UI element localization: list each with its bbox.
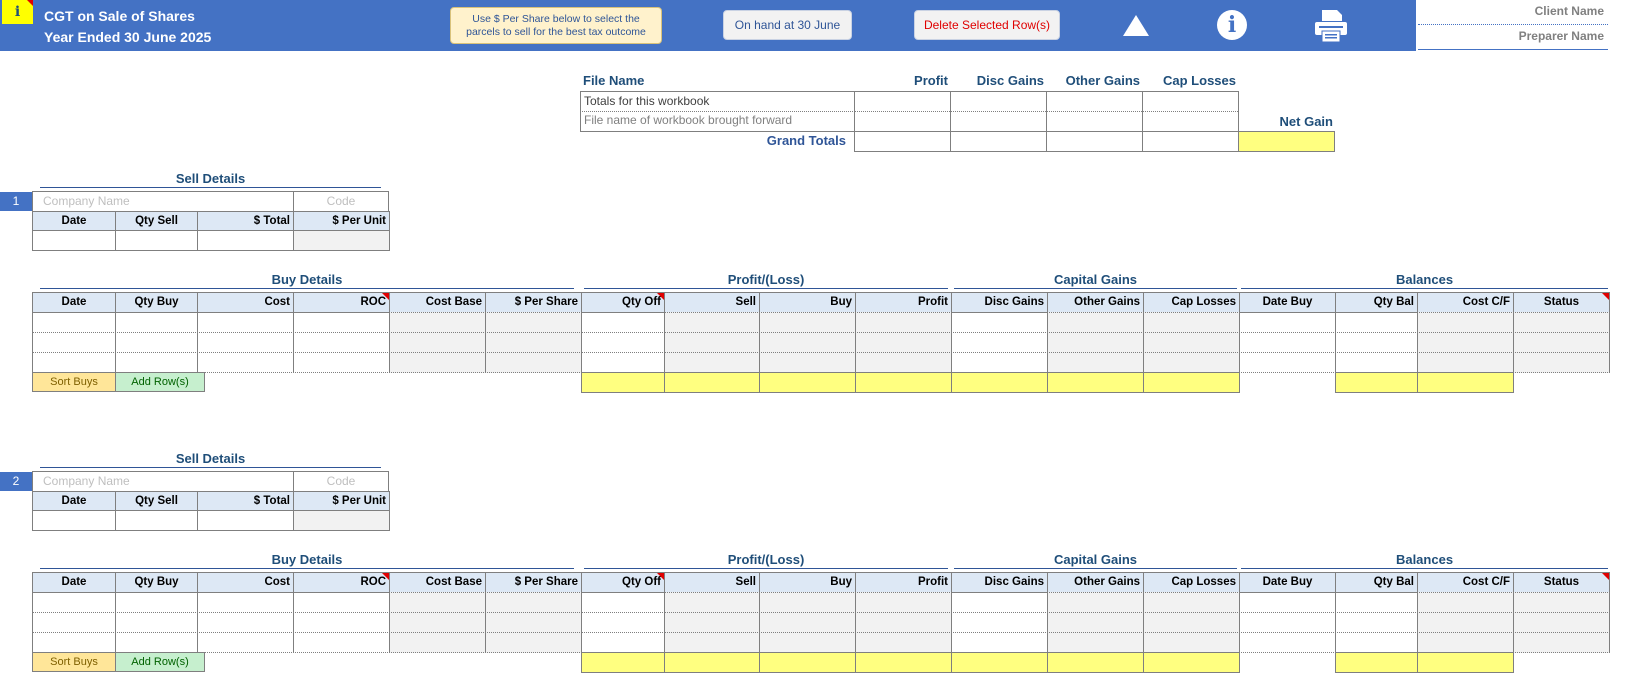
buy-cell[interactable] [293,612,390,633]
buy-cell[interactable] [1417,592,1514,613]
buy-cell[interactable] [32,352,116,373]
buy-cell[interactable] [293,592,390,613]
net-gain-label: Net Gain [1279,114,1333,129]
buy-cell[interactable] [855,352,952,373]
sell-header-2: $ Total [197,211,294,231]
buy-cell[interactable] [197,632,294,653]
buy-cell[interactable] [581,612,665,633]
page-subtitle: Year Ended 30 June 2025 [44,29,212,45]
buy-header-0: Date [32,292,116,313]
buy-header-6: Qty Off [581,572,665,593]
buy-cell[interactable] [759,612,856,633]
summary-row-brought-forward[interactable]: File name of workbook brought forward [580,111,855,132]
buy-header-9: Profit [855,292,952,313]
total-cell [581,652,665,673]
buy-cell[interactable] [293,332,390,353]
buy-cell[interactable] [664,612,760,633]
summary-header-profit: Profit [914,73,948,88]
sell-header-0: Date [32,491,116,511]
buy-cell[interactable] [485,612,582,633]
buy-cell[interactable] [197,352,294,373]
buy-header-3: ROC [293,292,390,313]
buy-cell[interactable] [115,352,198,373]
buy-cell[interactable] [115,612,198,633]
buy-header-1: Qty Buy [115,572,198,593]
buy-cell[interactable] [389,312,486,333]
buy-cell[interactable] [1143,592,1240,613]
buy-cell[interactable] [759,352,856,373]
buy-cell[interactable] [32,592,116,613]
buy-cell[interactable] [1047,612,1144,633]
buy-header-16: Status [1513,292,1610,313]
buy-header-14: Qty Bal [1335,292,1418,313]
grand-totals-label: Grand Totals [766,133,846,148]
buy-cell[interactable] [1143,352,1240,373]
buy-cell[interactable] [855,312,952,333]
buy-header-6: Qty Off [581,292,665,313]
total-cell [759,372,856,393]
buy-cell[interactable] [1047,332,1144,353]
company-name-input[interactable]: Company Name [32,471,294,492]
buy-cell[interactable] [1513,632,1610,653]
buy-header-13: Date Buy [1239,292,1336,313]
company-name-input[interactable]: Company Name [32,191,294,212]
buy-cell[interactable] [1239,632,1336,653]
group-title-1: Profit/(Loss) [584,272,948,289]
buy-header-13: Date Buy [1239,572,1336,593]
buy-cell[interactable] [1335,332,1418,353]
buy-cell[interactable] [32,632,116,653]
buy-cell[interactable] [951,592,1048,613]
buy-header-14: Qty Bal [1335,572,1418,593]
buy-cell[interactable] [1047,632,1144,653]
buy-cell[interactable] [1513,332,1610,353]
buy-header-0: Date [32,572,116,593]
summary-row-workbook-totals: Totals for this workbook [580,91,855,112]
sell-cell[interactable] [197,230,294,251]
sell-header-3: $ Per Unit [293,211,390,231]
buy-cell[interactable] [1417,312,1514,333]
buy-cell[interactable] [581,632,665,653]
buy-cell[interactable] [664,332,760,353]
total-cell [581,372,665,393]
total-cell [855,652,952,673]
buy-cell[interactable] [115,332,198,353]
buy-cell[interactable] [664,352,760,373]
comment-marker-icon [657,573,664,580]
buy-cell[interactable] [293,632,390,653]
buy-header-9: Profit [855,572,952,593]
buy-cell[interactable] [759,332,856,353]
buy-cell[interactable] [951,352,1048,373]
buy-cell[interactable] [197,312,294,333]
buy-header-5: $ Per Share [485,572,582,593]
buy-cell[interactable] [115,632,198,653]
total-cell [664,372,760,393]
buy-cell[interactable] [1335,592,1418,613]
buy-cell[interactable] [1335,312,1418,333]
buy-cell[interactable] [581,332,665,353]
sort-buys-button[interactable]: Sort Buys [32,652,116,672]
info-tab-icon[interactable]: i [2,0,33,24]
buy-cell[interactable] [32,332,116,353]
printer-icon[interactable] [1313,9,1349,43]
sell-cell[interactable] [32,230,116,251]
buy-cell[interactable] [197,612,294,633]
group-title-3: Balances [1241,552,1608,569]
header-bar [0,0,1416,51]
buy-cell[interactable] [485,592,582,613]
buy-cell[interactable] [1239,352,1336,373]
total-cell [1047,652,1144,673]
buy-cell[interactable] [664,592,760,613]
buy-cell[interactable] [293,352,390,373]
total-cell [664,652,760,673]
buy-cell[interactable] [1335,632,1418,653]
buy-header-16: Status [1513,572,1610,593]
sell-cell[interactable] [197,510,294,531]
buy-cell[interactable] [485,352,582,373]
section-index: 1 [0,192,32,211]
buy-cell[interactable] [1335,352,1418,373]
buy-header-15: Cost C/F [1417,572,1514,593]
total-cell [1047,372,1144,393]
buy-cell[interactable] [115,312,198,333]
buy-cell[interactable] [1417,352,1514,373]
buy-cell[interactable] [581,312,665,333]
buy-cell[interactable] [389,592,486,613]
sell-header-2: $ Total [197,491,294,511]
scroll-up-icon[interactable] [1123,15,1149,36]
summary-header-cap-losses: Cap Losses [1163,73,1236,88]
buy-header-7: Sell [664,292,760,313]
group-title-0: Buy Details [40,272,574,289]
sell-cell[interactable] [115,230,198,251]
group-title-0: Buy Details [40,552,574,569]
grand-total-profit [854,131,951,152]
sell-cell[interactable] [293,510,390,531]
buy-cell[interactable] [32,312,116,333]
comment-marker-icon [1602,573,1609,580]
total-cell [1335,372,1418,393]
buy-cell[interactable] [32,612,116,633]
buy-cell[interactable] [389,352,486,373]
sell-header-0: Date [32,211,116,231]
comment-marker-icon [657,293,664,300]
code-input[interactable]: Code [293,471,389,492]
buy-cell[interactable] [389,612,486,633]
buy-header-10: Disc Gains [951,572,1048,593]
grand-total-cap-losses [1142,131,1239,152]
comment-marker-icon [382,293,389,300]
comment-marker-icon [1602,293,1609,300]
buy-cell[interactable] [1239,592,1336,613]
hint-note [450,7,662,44]
info-icon[interactable]: i [1217,10,1247,40]
buy-cell[interactable] [1143,612,1240,633]
sell-cell[interactable] [32,510,116,531]
total-cell [1143,372,1240,393]
delete-rows-button[interactable]: Delete Selected Row(s) [914,10,1060,40]
buy-cell[interactable] [951,632,1048,653]
code-input[interactable]: Code [293,191,389,212]
group-title-1: Profit/(Loss) [584,552,948,569]
buy-cell[interactable] [1513,612,1610,633]
buy-cell[interactable] [1143,332,1240,353]
buy-cell[interactable] [485,632,582,653]
buy-cell[interactable] [1335,612,1418,633]
buy-header-5: $ Per Share [485,292,582,313]
buy-cell[interactable] [581,592,665,613]
summary-header-other-gains: Other Gains [1065,73,1140,88]
buy-header-4: Cost Base [389,292,486,313]
summary-divider [855,111,1238,112]
grand-total-disc-gains [950,131,1047,152]
buy-cell[interactable] [1417,612,1514,633]
group-title-3: Balances [1241,272,1608,289]
buy-header-11: Other Gains [1047,292,1144,313]
buy-cell[interactable] [951,312,1048,333]
buy-cell[interactable] [759,312,856,333]
preparer-name-field[interactable]: Preparer Name [1418,25,1608,50]
buy-cell[interactable] [759,632,856,653]
total-cell [1417,372,1514,393]
add-rows-button[interactable]: Add Row(s) [115,652,205,672]
buy-cell[interactable] [197,592,294,613]
buy-cell[interactable] [389,632,486,653]
buy-cell[interactable] [855,612,952,633]
buy-cell[interactable] [115,592,198,613]
buy-cell[interactable] [1047,592,1144,613]
add-rows-button[interactable]: Add Row(s) [115,372,205,392]
buy-cell[interactable] [1513,592,1610,613]
buy-header-7: Sell [664,572,760,593]
buy-cell[interactable] [293,312,390,333]
buy-header-2: Cost [197,292,294,313]
buy-cell[interactable] [951,612,1048,633]
hint-line-1: Use $ Per Share below to select the [472,13,640,25]
buy-header-8: Buy [759,572,856,593]
comment-marker-icon [382,573,389,580]
sell-header-1: Qty Sell [115,491,198,511]
sell-details-title: Sell Details [40,171,381,188]
buy-header-4: Cost Base [389,572,486,593]
grand-total-other-gains [1046,131,1143,152]
total-cell [1335,652,1418,673]
sell-header-1: Qty Sell [115,211,198,231]
sell-cell[interactable] [115,510,198,531]
buy-cell[interactable] [197,332,294,353]
buy-header-12: Cap Losses [1143,292,1240,313]
buy-header-11: Other Gains [1047,572,1144,593]
total-cell [855,372,952,393]
group-title-2: Capital Gains [954,552,1237,569]
buy-cell[interactable] [1143,312,1240,333]
sell-cell[interactable] [293,230,390,251]
buy-cell[interactable] [485,332,582,353]
buy-cell[interactable] [485,312,582,333]
buy-cell[interactable] [389,332,486,353]
page-title: CGT on Sale of Shares [44,8,195,24]
buy-cell[interactable] [1239,332,1336,353]
buy-cell[interactable] [664,632,760,653]
total-cell [759,652,856,673]
buy-header-2: Cost [197,572,294,593]
summary-header-file-name: File Name [583,73,645,88]
buy-header-12: Cap Losses [1143,572,1240,593]
client-name-field[interactable]: Client Name [1418,0,1608,25]
group-title-2: Capital Gains [954,272,1237,289]
hint-line-2: parcels to sell for the best tax outcome [466,26,646,38]
buy-cell[interactable] [855,332,952,353]
buy-cell[interactable] [951,332,1048,353]
buy-header-8: Buy [759,292,856,313]
buy-cell[interactable] [1513,312,1610,333]
total-cell [951,372,1048,393]
buy-cell[interactable] [1047,352,1144,373]
buy-cell[interactable] [1143,632,1240,653]
buy-cell[interactable] [1239,312,1336,333]
buy-cell[interactable] [759,592,856,613]
buy-cell[interactable] [1417,632,1514,653]
buy-cell[interactable] [855,632,952,653]
sort-buys-button[interactable]: Sort Buys [32,372,116,392]
buy-cell[interactable] [1513,352,1610,373]
buy-cell[interactable] [1239,612,1336,633]
sell-details-title: Sell Details [40,451,381,468]
total-cell [1143,652,1240,673]
buy-cell[interactable] [664,312,760,333]
buy-header-1: Qty Buy [115,292,198,313]
total-cell [1417,652,1514,673]
buy-cell[interactable] [581,352,665,373]
buy-cell[interactable] [855,592,952,613]
total-cell [951,652,1048,673]
buy-cell[interactable] [1417,332,1514,353]
buy-header-10: Disc Gains [951,292,1048,313]
section-index: 2 [0,472,32,491]
sell-header-3: $ Per Unit [293,491,390,511]
summary-header-disc-gains: Disc Gains [976,73,1044,88]
buy-header-3: ROC [293,572,390,593]
net-gain-cell [1238,131,1335,152]
buy-cell[interactable] [1047,312,1144,333]
buy-header-15: Cost C/F [1417,292,1514,313]
on-hand-button[interactable]: On hand at 30 June [723,10,852,40]
